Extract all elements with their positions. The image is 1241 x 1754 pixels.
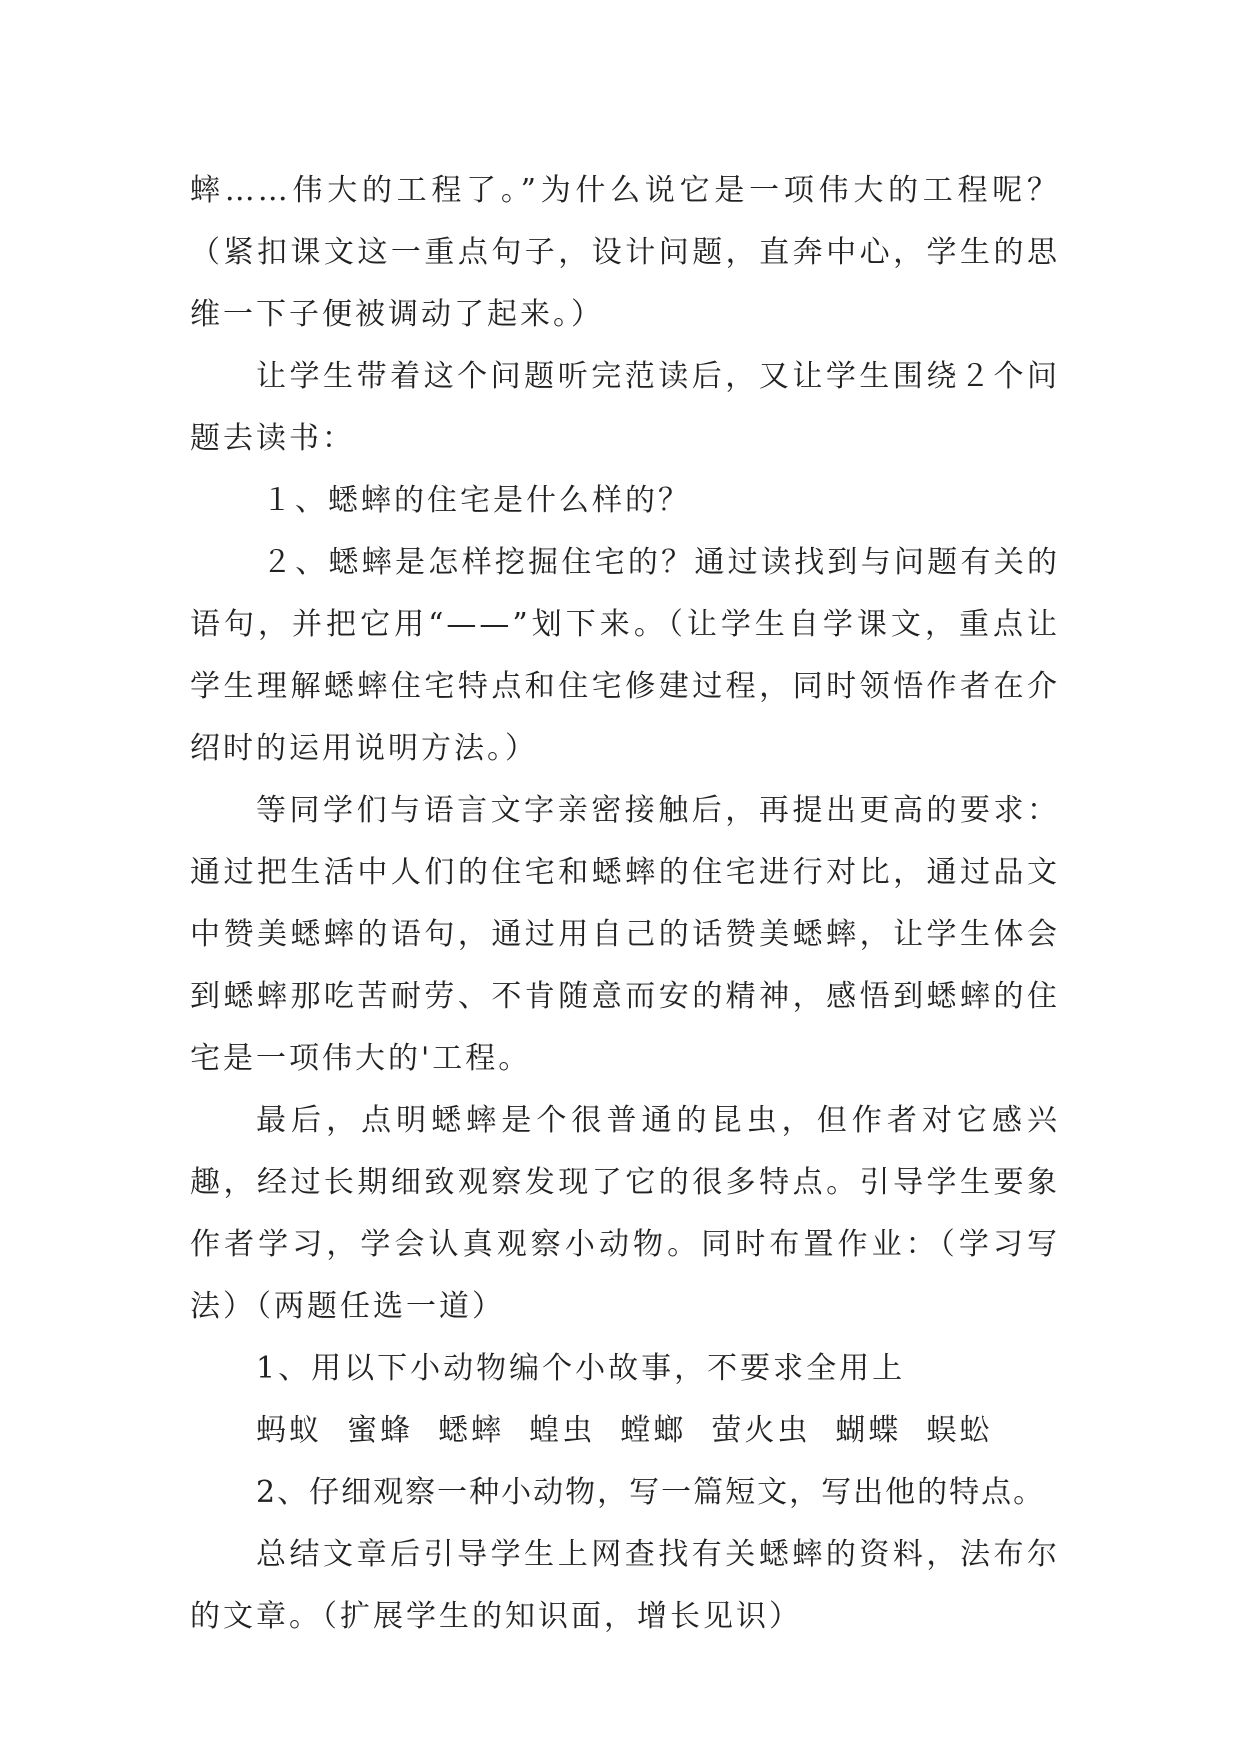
paragraph-conclusion: 最后，点明蟋蟀是个很普通的昆虫，但作者对它感兴趣，经过长期细致观察发现了它的很多特点。引导学生要象作者学习，学会认真观察小动物。同时布置作业：（学习写法）（两题任选一道）	[190, 1103, 1060, 1324]
homework-option-1: 1、用以下小动物编个小故事，不要求全用上	[256, 1351, 906, 1386]
animal-list: 蚂蚁 蜜蜂 蟋蟀 蝗虫 螳螂 萤火虫 蝴蝶 蜈蚣	[256, 1413, 993, 1448]
paragraph-reading-task: 让学生带着这个问题听完范读后，又让学生围绕２个问题去读书：	[190, 359, 1060, 456]
question-2: ２、蟋蟀是怎样挖掘住宅的？通过读找到与问题有关的语句，并把它用“——”划下来。（让学生自学课文，重点让学生理解蟋蟀住宅特点和住宅修建过程，同时领悟作者在介绍时的运用说明方法。）	[190, 545, 1060, 766]
paragraph-higher-requirement: 等同学们与语言文字亲密接触后，再提出更高的要求：通过把生活中人们的住宅和蟋蟀的住宅进行对比，通过品文中赞美蟋蟀的语句，通过用自己的话赞美蟋蟀，让学生体会到蟋蟀那吃苦耐劳、不肯随意而安的精神，感悟到蟋蟀的住宅是一项伟大的'工程。	[190, 793, 1060, 1076]
question-1: １、蟋蟀的住宅是什么样的？	[262, 483, 691, 518]
paragraph-intro-question: 蟀……伟大的工程了。”为什么说它是一项伟大的工程呢？（紧扣课文这一重点句子，设计问题，直奔中心，学生的思维一下子便被调动了起来。）	[190, 173, 1060, 332]
homework-option-2: 2、仔细观察一种小动物，写一篇短文，写出他的特点。	[256, 1475, 1046, 1510]
document-body	[190, 160, 1060, 1648]
paragraph-summary: 总结文章后引导学生上网查找有关蟋蟀的资料，法布尔的文章。（扩展学生的知识面，增长见识）	[190, 1537, 1060, 1634]
